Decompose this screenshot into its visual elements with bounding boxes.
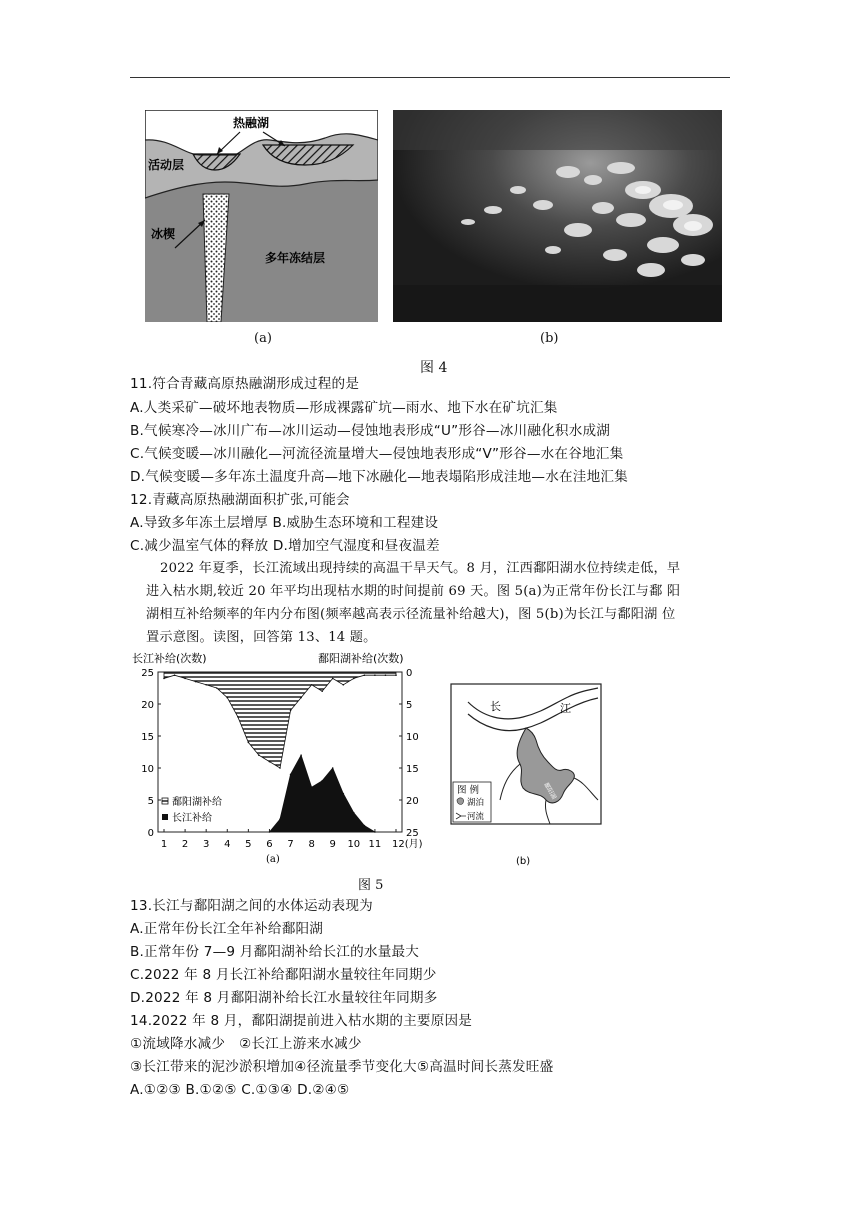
q11-option-b: B.气候寒冷—冰川广布—冰川运动—侵蚀地表形成“U”形谷—冰川融化积水成湖: [130, 423, 611, 439]
series-poyang-point: [205, 684, 207, 686]
q12-stem: 12.青藏高原热融湖面积扩张,可能会: [130, 492, 350, 508]
left-tick-label: 15: [141, 732, 154, 743]
series-poyang-point: [184, 678, 186, 680]
right-tick-label: 20: [406, 796, 419, 807]
series-poyang-point: [269, 761, 271, 763]
series-poyang-point: [216, 687, 218, 689]
series-yangtze-point: [311, 786, 313, 788]
right-axis-title: 鄱阳湖补给(次数): [318, 652, 404, 665]
fig4b-photo: [393, 110, 722, 322]
passage-line-1: 2022 年夏季，长江流域出现持续的高温干旱天气。8 月，江西鄱阳湖水位持续走低，早: [160, 561, 681, 576]
x-tick-label: 7: [287, 839, 294, 850]
series-yangtze-point: [364, 825, 366, 827]
x-tick-label: 2: [181, 839, 189, 850]
q14-options-3-5: ③长江带来的泥沙淤积增加④径流量季节变化大⑤高温时间长蒸发旺盛: [130, 1059, 554, 1075]
x-tick-label: 1: [160, 839, 168, 850]
right-tick-label: 10: [406, 732, 419, 743]
q13-option-b: B.正常年份 7—9 月鄱阳湖补给长江的水量最大: [130, 944, 420, 960]
fig5a-chart: [128, 648, 423, 870]
series-poyang-point: [342, 684, 344, 686]
series-poyang-area: [164, 672, 396, 768]
legend-yangtze-swatch: [162, 814, 168, 820]
q13-option-d: D.2022 年 8 月鄱阳湖补给长江水量较往年同期多: [130, 990, 438, 1006]
x-tick-label: 3: [202, 839, 210, 850]
q11-option-c: C.气候变暖—冰川融化—河流径流量增大—侵蚀地表形成“V”形谷—水在谷地汇集: [130, 446, 624, 462]
x-tick-label: 10: [347, 839, 361, 850]
series-poyang-point: [163, 678, 165, 680]
series-poyang-point: [395, 674, 397, 676]
x-tick-label: 8: [308, 839, 315, 850]
q11-option-d: D.气候变暖—多年冻土温度升高—地下冰融化—地表塌陷形成洼地—水在洼地汇集: [130, 469, 628, 485]
passage-line-2: 进入枯水期,较近 20 年平均出现枯水期的时间提前 69 天。图 5(a)为正常年份长江与鄱 阳: [146, 584, 681, 599]
series-poyang-point: [374, 674, 376, 676]
legend-lake-icon: [457, 798, 463, 805]
q11-option-a: A.人类采矿—破坏地表物质—形成裸露矿坑—雨水、地下水在矿坑汇集: [130, 400, 558, 416]
right-tick-label: 5: [406, 700, 413, 711]
series-poyang-point: [364, 674, 366, 676]
fig5a-sublabel: (a): [266, 854, 280, 865]
q12-options-cd: C.减少温室气体的释放 D.增加空气湿度和昼夜温差: [130, 538, 440, 554]
series-poyang-point: [321, 690, 323, 692]
x-tick-label: 9: [329, 839, 336, 850]
x-tick-label: 11: [368, 839, 382, 850]
left-tick-label: 25: [141, 668, 154, 679]
left-tick-label: 0: [147, 828, 154, 839]
q14-answers: A.①②③ B.①②⑤ C.①③④ D.②④⑤: [130, 1082, 350, 1098]
series-poyang-point: [385, 674, 387, 676]
q13-option-a: A.正常年份长江全年补给鄱阳湖: [130, 921, 324, 937]
left-tick-label: 5: [147, 796, 154, 807]
fig5-caption: 图 5: [358, 878, 384, 893]
fig5b-map: [448, 682, 608, 872]
map-label-chang: 长: [490, 700, 501, 713]
series-yangtze-point: [279, 818, 281, 820]
label-active-layer: 活动层: [148, 158, 185, 172]
series-poyang-point: [258, 754, 260, 756]
series-poyang-point: [311, 684, 313, 686]
series-poyang-point: [237, 716, 239, 718]
series-yangtze-point: [269, 831, 271, 833]
fig5b-sublabel: (b): [516, 856, 531, 867]
series-yangtze-point: [300, 754, 302, 756]
series-yangtze-point: [290, 774, 292, 776]
map-label-jiang: 江: [560, 702, 571, 715]
right-tick-label: 25: [406, 828, 419, 839]
passage-line-3: 湖相互补给频率的年内分布图(频率越高表示径流量补给越大)，图 5(b)为长江与鄱阳湖 位: [146, 607, 676, 622]
permafrost-layer: [145, 180, 378, 322]
q13-stem: 13.长江与鄱阳湖之间的水体运动表现为: [130, 898, 373, 914]
series-poyang-point: [279, 767, 281, 769]
x-tick-label: 6: [266, 839, 273, 850]
x-tick-label: 4: [224, 839, 231, 850]
left-tick-label: 10: [141, 764, 154, 775]
fig4a-diagram: [145, 110, 378, 322]
map-lake-name: 鄱阳湖: [542, 781, 558, 801]
left-axis-title: 长江补给(次数): [132, 652, 207, 665]
label-permafrost: 多年冻结层: [265, 251, 326, 265]
q11-stem: 11.符合青藏高原热融湖形成过程的是: [130, 376, 360, 392]
left-tick-label: 20: [141, 700, 154, 711]
series-poyang-point: [226, 697, 228, 699]
series-yangtze-point: [353, 812, 355, 814]
series-poyang-point: [290, 710, 292, 712]
q12-options-ab: A.导致多年冻土层增厚 B.威胁生态环境和工程建设: [130, 515, 439, 531]
q14-stem: 14.2022 年 8 月，鄱阳湖提前进入枯水期的主要原因是: [130, 1013, 473, 1029]
fig4a-sublabel: (a): [254, 331, 272, 346]
right-tick-label: 0: [406, 668, 413, 679]
map-legend-lake: 湖泊: [467, 798, 485, 808]
series-yangtze-point: [332, 767, 334, 769]
right-tick-label: 15: [406, 764, 419, 775]
q14-options-1-2: ①流域降水减少 ②长江上游来水减少: [130, 1036, 362, 1052]
fig4b-sublabel: (b): [540, 331, 559, 346]
header-rule: [130, 77, 730, 78]
label-thaw-lake: 热融湖: [233, 116, 270, 130]
series-poyang-point: [332, 678, 334, 680]
series-poyang-point: [174, 674, 176, 676]
chart-series: [163, 672, 397, 833]
legend-yangtze-label: 长江补给: [172, 813, 212, 824]
series-poyang-point: [248, 742, 250, 744]
series-yangtze-point: [342, 793, 344, 795]
x-tick-label: 12(月): [392, 839, 423, 850]
series-poyang-point: [300, 697, 302, 699]
map-legend-title: 图 例: [457, 785, 480, 796]
series-yangtze-area: [269, 755, 374, 832]
fig4-caption: 图 4: [420, 360, 448, 376]
x-tick-label: 5: [245, 839, 252, 850]
passage-line-4: 置示意图。读图，回答第 13、14 题。: [146, 630, 377, 645]
series-poyang-point: [353, 678, 355, 680]
series-poyang-point: [195, 681, 197, 683]
q13-option-c: C.2022 年 8 月长江补给鄱阳湖水量较往年同期少: [130, 967, 437, 983]
map-legend-river: 河流: [467, 812, 485, 822]
series-yangtze-point: [321, 780, 323, 782]
legend-poyang-swatch: [162, 798, 168, 804]
label-ice-wedge: 冰楔: [151, 227, 176, 241]
series-yangtze-point: [374, 831, 376, 833]
legend-poyang-label: 鄱阳湖补给: [172, 797, 222, 808]
